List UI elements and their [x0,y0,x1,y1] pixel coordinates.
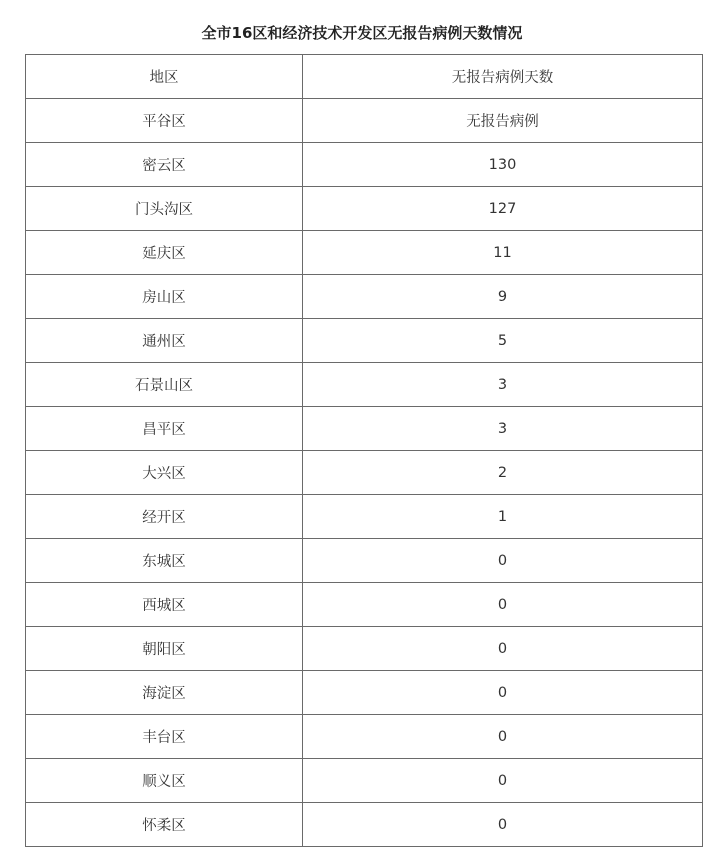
district-cell: 延庆区 [26,231,303,275]
district-cell: 门头沟区 [26,187,303,231]
district-cell: 西城区 [26,583,303,627]
days-cell: 127 [303,187,703,231]
days-cell: 1 [303,495,703,539]
days-cell: 2 [303,451,703,495]
days-cell: 0 [303,627,703,671]
table-row [26,495,703,539]
days-cell: 0 [303,583,703,627]
district-cell: 密云区 [26,143,303,187]
table-row [26,407,703,451]
days-cell: 0 [303,715,703,759]
days-cell: 5 [303,319,703,363]
table-row [26,143,703,187]
days-cell: 0 [303,759,703,803]
district-cell: 大兴区 [26,451,303,495]
table-row [26,319,703,363]
district-cell: 平谷区 [26,99,303,143]
days-cell: 3 [303,407,703,451]
days-cell: 0 [303,671,703,715]
days-cell: 3 [303,363,703,407]
table-row [26,231,703,275]
district-cell: 朝阳区 [26,627,303,671]
days-cell: 0 [303,803,703,847]
days-cell: 11 [303,231,703,275]
days-cell: 9 [303,275,703,319]
header-district: 地区 [26,55,303,99]
table-row [26,275,703,319]
table-row [26,803,703,847]
table-row [26,583,703,627]
district-cell: 东城区 [26,539,303,583]
district-cell: 石景山区 [26,363,303,407]
table-row [26,451,703,495]
table-row [26,187,703,231]
document-title: 全市16区和经济技术开发区无报告病例天数情况 [201,24,523,42]
days-cell: 0 [303,539,703,583]
district-cell: 丰台区 [26,715,303,759]
district-cell: 海淀区 [26,671,303,715]
table-row [26,539,703,583]
district-table [25,54,703,847]
table-row [26,671,703,715]
table-row [26,99,703,143]
district-cell: 经开区 [26,495,303,539]
table-row [26,627,703,671]
days-cell: 无报告病例 [303,99,703,143]
district-cell: 通州区 [26,319,303,363]
district-cell: 房山区 [26,275,303,319]
header-days: 无报告病例天数 [303,55,703,99]
table-row [26,715,703,759]
days-cell: 130 [303,143,703,187]
table-header-row [26,55,703,99]
table-row [26,363,703,407]
table-row [26,759,703,803]
district-cell: 昌平区 [26,407,303,451]
district-cell: 怀柔区 [26,803,303,847]
district-cell: 顺义区 [26,759,303,803]
